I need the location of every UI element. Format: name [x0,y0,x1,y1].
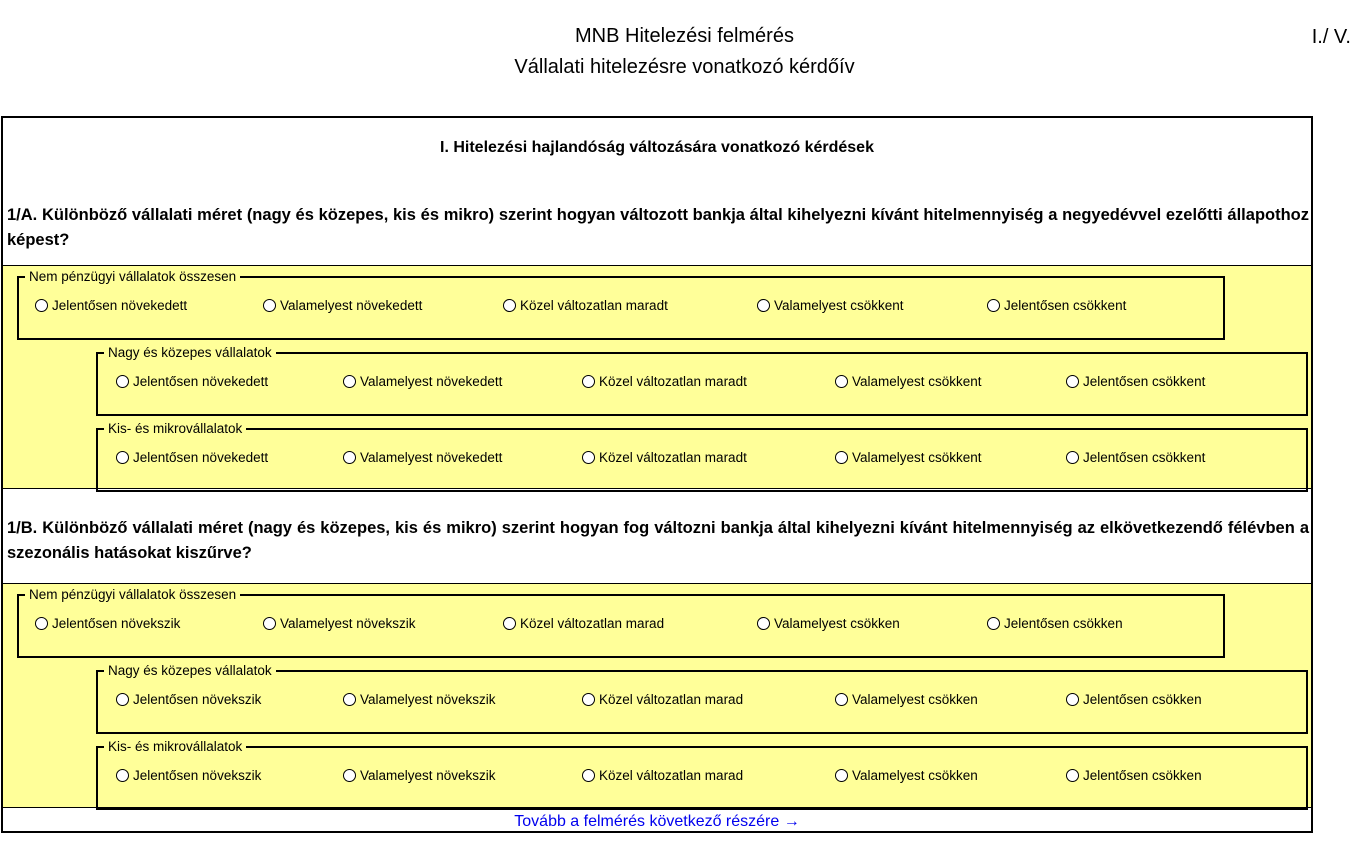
radio-option[interactable] [582,692,743,707]
option-label: Jelentősen növekszik [133,692,262,707]
radio-circle-icon[interactable] [116,375,129,388]
radio-option[interactable] [116,450,268,465]
group-label: Kis- és mikrovállalatok [108,421,243,436]
radio-circle-icon[interactable] [35,299,48,312]
radio-option[interactable] [987,616,1123,631]
option-label: Jelentősen csökken [1004,616,1123,631]
radio-circle-icon[interactable] [835,451,848,464]
option-label: Jelentősen növekszik [52,616,181,631]
group-large-medium [96,664,1308,734]
radio-circle-icon[interactable] [503,617,516,630]
question-1a-answer-panel [3,265,1311,489]
next-section-link[interactable]: Tovább a felmérés következő részére → [514,813,800,830]
group-small-micro [96,740,1308,810]
group-label: Nagy és közepes vállalatok [108,663,272,678]
group-nonfinancial-total [17,270,1225,340]
survey-title: MNB Hitelezési felmérés [575,25,794,47]
radio-circle-icon[interactable] [35,617,48,630]
radio-circle-icon[interactable] [343,451,356,464]
radio-option[interactable] [263,298,422,313]
option-label: Jelentősen növekedett [133,374,269,389]
radio-circle-icon[interactable] [116,769,129,782]
option-label: Közel változatlan marad [599,768,744,783]
group-large-medium [96,346,1308,416]
question-1b-text: 1/B. Különböző vállalati méret (nagy és közepes, kis és mikro) szerint hogyan fog változni bankja által kihelyezni kívánt hitelmennyiség az elkövetkezendő félévben a szezonális hatásokat kiszűrve? [7,519,1309,562]
option-label: Valamelyest csökkent [774,298,904,313]
radio-option[interactable] [116,374,268,389]
radio-option[interactable] [835,768,978,783]
radio-circle-icon[interactable] [263,617,276,630]
radio-circle-icon[interactable] [343,375,356,388]
radio-option[interactable] [582,374,747,389]
radio-option[interactable] [263,616,416,631]
group-nonfinancial-total [17,588,1225,658]
group-label: Nem pénzügyi vállalatok összesen [29,587,237,602]
radio-circle-icon[interactable] [503,299,516,312]
option-label: Valamelyest csökken [774,616,900,631]
radio-option[interactable] [582,450,747,465]
option-label: Jelentősen növekedett [52,298,188,313]
questionnaire-form [1,116,1313,833]
group-label: Nagy és közepes vállalatok [108,345,272,360]
radio-option[interactable] [757,298,904,313]
option-label: Valamelyest csökkent [852,450,982,465]
radio-option[interactable] [116,768,261,783]
radio-circle-icon[interactable] [835,375,848,388]
radio-circle-icon[interactable] [987,299,1000,312]
survey-subtitle: Vállalati hitelezésre vonatkozó kérdőív [514,56,855,78]
group-label: Nem pénzügyi vállalatok összesen [29,269,237,284]
radio-option[interactable] [1066,450,1205,465]
radio-circle-icon[interactable] [987,617,1000,630]
radio-option[interactable] [343,450,502,465]
option-label: Valamelyest növekedett [280,298,423,313]
option-label: Közel változatlan maradt [599,374,747,389]
option-label: Jelentősen növekszik [133,768,262,783]
radio-circle-icon[interactable] [757,617,770,630]
radio-option[interactable] [835,374,982,389]
radio-option[interactable] [835,450,982,465]
section-title: I. Hitelezési hajlandóság változására vonatkozó kérdések [440,139,874,156]
question-1a-text: 1/A. Különböző vállalati méret (nagy és közepes, kis és mikro) szerint hogyan változott bankja által kihelyezni kívánt hitelmennyiség a negyedévvel ezelőtti állapothoz képest? [7,206,1309,249]
option-label: Jelentősen csökken [1083,692,1202,707]
radio-option[interactable] [1066,692,1202,707]
option-label: Valamelyest növekedett [360,450,503,465]
radio-option[interactable] [343,692,496,707]
option-label: Valamelyest növekedett [360,374,503,389]
radio-circle-icon[interactable] [757,299,770,312]
option-label: Valamelyest csökken [852,768,978,783]
radio-circle-icon[interactable] [1066,451,1079,464]
radio-circle-icon[interactable] [835,693,848,706]
radio-option[interactable] [1066,768,1202,783]
option-label: Valamelyest csökken [852,692,978,707]
option-label: Jelentősen csökkent [1083,374,1206,389]
page-indicator: I./ V. [1311,26,1351,48]
radio-circle-icon[interactable] [582,451,595,464]
radio-circle-icon[interactable] [582,375,595,388]
radio-circle-icon[interactable] [343,693,356,706]
radio-option[interactable] [835,692,978,707]
radio-option[interactable] [757,616,900,631]
radio-circle-icon[interactable] [582,693,595,706]
radio-option[interactable] [503,298,668,313]
group-small-micro [96,422,1308,492]
option-label: Közel változatlan marad [520,616,665,631]
radio-circle-icon[interactable] [116,693,129,706]
radio-circle-icon[interactable] [582,769,595,782]
radio-option[interactable] [116,692,261,707]
option-label: Közel változatlan maradt [599,450,747,465]
radio-circle-icon[interactable] [835,769,848,782]
radio-circle-icon[interactable] [1066,693,1079,706]
radio-option[interactable] [343,768,496,783]
radio-circle-icon[interactable] [263,299,276,312]
group-label: Kis- és mikrovállalatok [108,739,243,754]
option-label: Jelentősen csökkent [1004,298,1127,313]
option-label: Valamelyest csökkent [852,374,982,389]
radio-option[interactable] [987,298,1126,313]
option-label: Valamelyest növekszik [360,768,496,783]
radio-option[interactable] [582,768,743,783]
option-label: Valamelyest növekszik [280,616,416,631]
radio-circle-icon[interactable] [343,769,356,782]
radio-circle-icon[interactable] [1066,375,1079,388]
radio-option[interactable] [343,374,502,389]
radio-option[interactable] [35,298,187,313]
option-label: Jelentősen növekedett [133,450,269,465]
option-label: Jelentősen csökkent [1083,450,1206,465]
option-label: Közel változatlan maradt [520,298,668,313]
question-1b-answer-panel [3,583,1311,808]
option-label: Jelentősen csökken [1083,768,1202,783]
option-label: Valamelyest növekszik [360,692,496,707]
radio-option[interactable] [35,616,180,631]
radio-option[interactable] [1066,374,1205,389]
radio-option[interactable] [503,616,664,631]
radio-circle-icon[interactable] [116,451,129,464]
radio-circle-icon[interactable] [1066,769,1079,782]
option-label: Közel változatlan marad [599,692,744,707]
